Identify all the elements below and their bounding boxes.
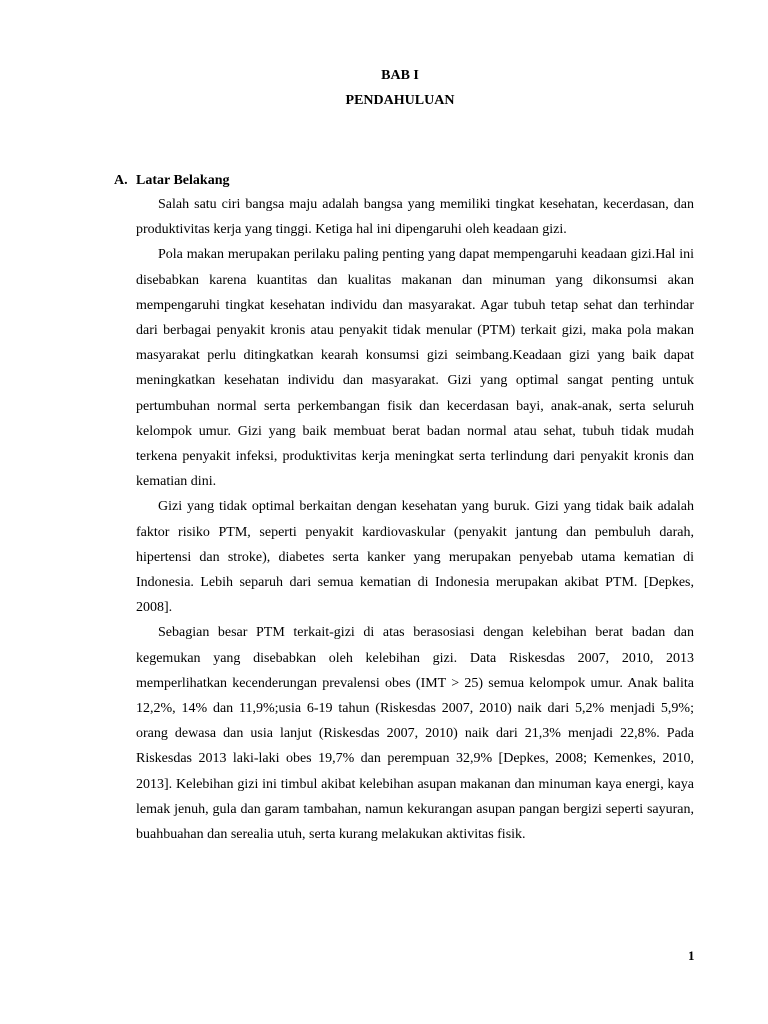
paragraph: Pola makan merupakan perilaku paling penting yang dapat mempengaruhi keadaan gizi.Hal ini disebabkan karena kuantitas dan kualitas makanan dan minuman yang dikonsumsi akan mempengaruhi tingkat kesehatan individu dan masyarakat. Agar tubuh tetap sehat dan terhindar dari berbagai penyakit kronis atau penyakit tidak menular (PTM) terkait gizi, maka pola makan masyarakat perlu ditingkatkan kearah konsumsi gizi seimbang.Keadaan gizi yang baik dapat meningkatkan kesehatan individu dan masyarakat. Gizi yang optimal sangat penting untuk pertumbuhan normal serta perkembangan fisik dan kecerdasan bayi, anak-anak, serta seluruh kelompok umur. Gizi yang baik membuat berat badan normal atau sehat, tubuh tidak mudah terkena penyakit infeksi, produktivitas kerja meningkat serta terlindung dari penyakit kronis dan kematian dini. [136, 247, 694, 490]
page-number: 1 [688, 948, 695, 963]
section-title: Latar Belakang [136, 173, 230, 188]
paragraph: Gizi yang tidak optimal berkaitan dengan kesehatan yang buruk. Gizi yang tidak baik adalah faktor risiko PTM, seperti penyakit kardiovaskular (penyakit jantung dan pembuluh darah, hipertensi dan stroke), diabetes serta kanker yang merupakan penyebab utama kematian di Indonesia. Lebih separuh dari semua kematian di Indonesia merupakan akibat PTM. [Depkes, 2008]. [136, 499, 694, 616]
paragraph: Salah satu ciri bangsa maju adalah bangsa yang memiliki tingkat kesehatan, kecerdasan, dan produktivitas kerja yang tinggi. Ketiga hal ini dipengaruhi oleh keadaan gizi. [136, 197, 694, 238]
chapter-title: PENDAHULUAN [345, 93, 455, 108]
section-number: A. [114, 173, 128, 188]
body-text [136, 192, 694, 847]
section-heading [114, 173, 229, 189]
paragraph: Sebagian besar PTM terkait-gizi di atas berasosiasi dengan kelebihan berat badan dan kegemukan yang disebabkan oleh kelebihan gizi. Data Riskesdas 2007, 2010, 2013 memperlihatkan kecenderungan prevalensi obes (IMT > 25) semua kelompok umur. Anak balita 12,2%, 14% dan 11,9%;usia 6-19 tahun (Riskesdas 2007, 2010) naik dari 5,2% menjadi 5,9%; orang dewasa dan usia lanjut (Riskesdas 2007, 2010) naik dari 21,3% menjadi 22,8%. Pada Riskesdas 2013 laki-laki obes 19,7% dan perempuan 32,9% [Depkes, 2008; Kemenkes, 2010, 2013]. Kelebihan gizi ini timbul akibat kelebihan asupan makanan dan minuman kaya energi, kaya lemak jenuh, gula dan garam tambahan, namun kekurangan asupan pangan bergizi seperti sayuran, buahbuahan dan serealia utuh, serta kurang melakukan aktivitas fisik. [136, 625, 694, 843]
chapter-heading: BAB I [381, 68, 419, 83]
